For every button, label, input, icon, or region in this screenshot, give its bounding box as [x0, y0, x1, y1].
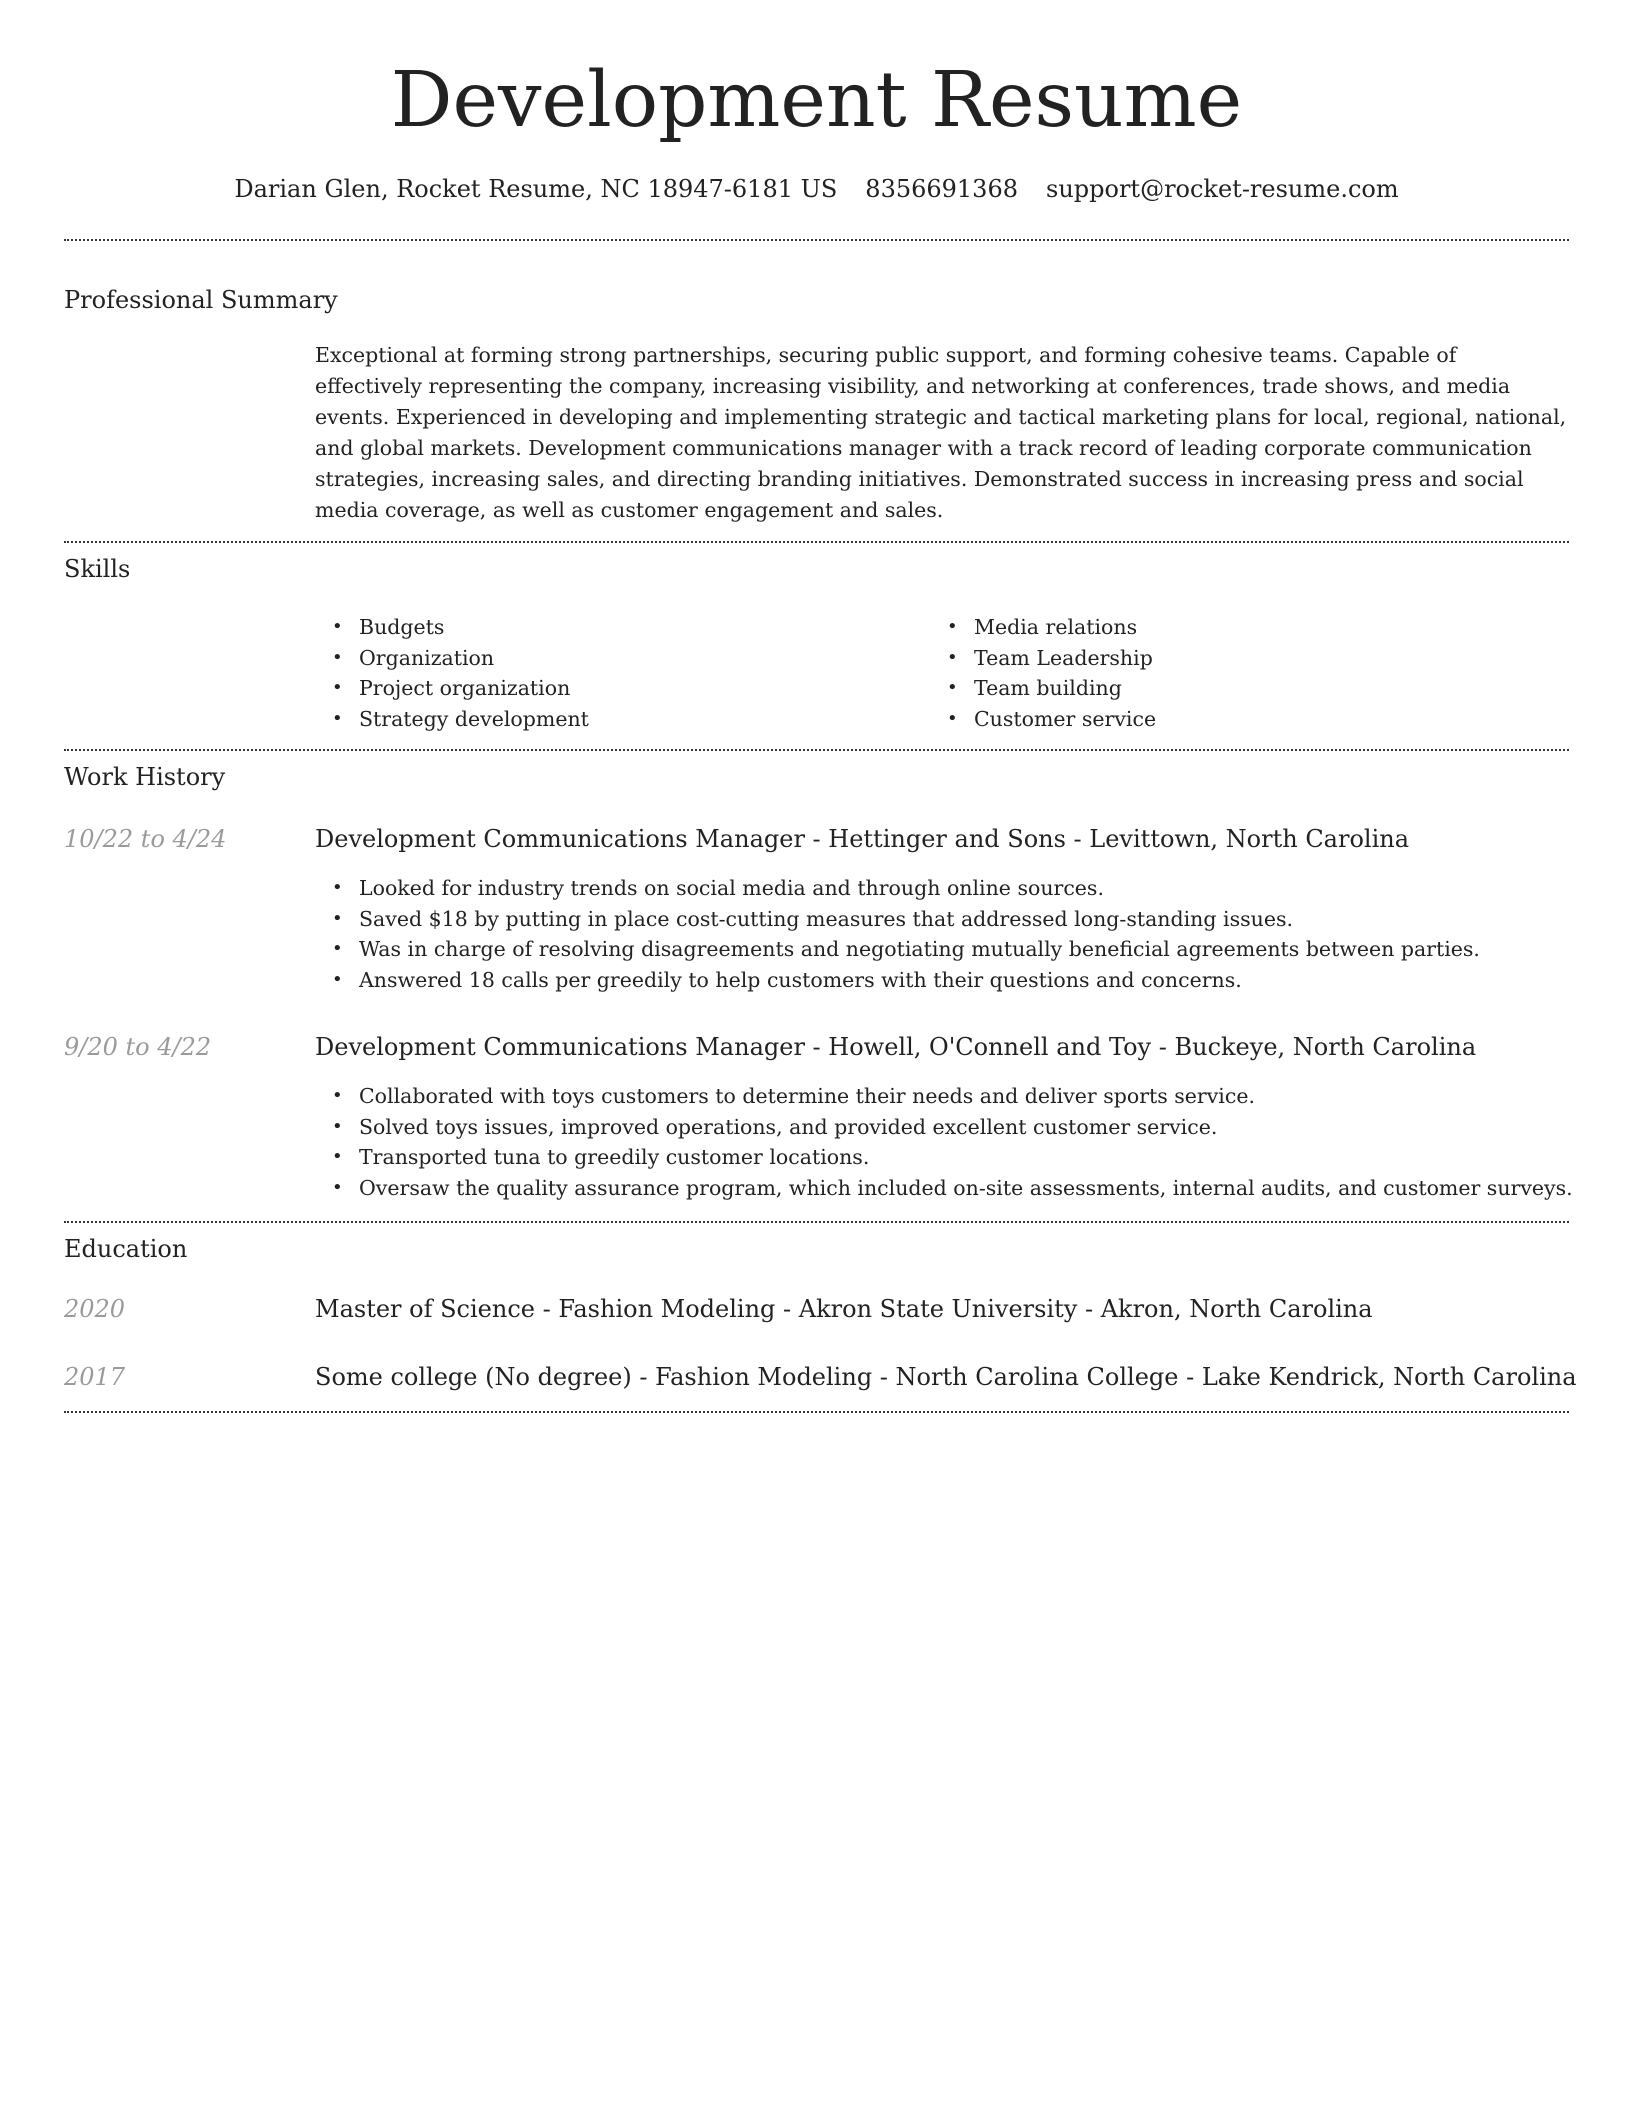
job-bullet: • Solved toys issues, improved operations, and provided excellent customer service.	[332, 1114, 1218, 1139]
skill-item: • Customer service	[947, 706, 1157, 731]
job-title: Development Communications Manager - Hettinger and Sons - Levittown, North Carolina	[315, 825, 1410, 853]
job-title: Development Communications Manager - Howell, O'Connell and Toy - Buckeye, North Carolina	[315, 1033, 1477, 1061]
section-heading-education: Education	[64, 1235, 188, 1263]
contact-address: Darian Glen, Rocket Resume, NC 18947-6181 US	[234, 175, 838, 203]
education-title: Some college (No degree) - Fashion Modeling - North Carolina College - Lake Kendrick, North Carolina	[315, 1363, 1577, 1391]
divider	[64, 541, 1569, 543]
skills-list-right	[930, 612, 1156, 734]
resume-title: Development Resume	[390, 56, 1243, 145]
job-dates: 9/20 to 4/22	[64, 1033, 212, 1061]
education-title: Master of Science - Fashion Modeling - Akron State University - Akron, North Carolina	[315, 1295, 1373, 1323]
skill-item: • Media relations	[947, 615, 1138, 639]
skill-item: • Team Leadership	[947, 645, 1153, 670]
skill-item: • Organization	[332, 645, 495, 670]
job-bullet: • Oversaw the quality assurance program, which included on-site assessments, internal audits, and customer surveys.	[332, 1175, 1573, 1200]
skills-list-left	[315, 612, 589, 734]
education-year: 2017	[64, 1363, 126, 1391]
job-bullet: • Transported tuna to greedily customer locations.	[332, 1145, 870, 1170]
skill-item: • Strategy development	[332, 706, 589, 731]
summary-text: Exceptional at forming strong partnerships, securing public support, and forming cohesive teams. Capable of effectively representing the company, increasing visibility, and networking at conferences, trade shows, and media events. Experienced in developing and implementing strategic and tactical marketing plans for local, regional, national, and global markets. Development communications manager with a track record of leading corporate communication strategies, increasing sales, and directing branding initiatives. Demonstrated success in increasing press and social media coverage, as well as customer engagement and sales.	[315, 343, 1567, 522]
divider	[64, 1221, 1569, 1223]
job-dates: 10/22 to 4/24	[64, 825, 227, 853]
education-year: 2020	[64, 1295, 126, 1323]
contact-line	[64, 170, 1569, 208]
section-heading-work: Work History	[64, 763, 226, 791]
job-bullets	[315, 1081, 1573, 1203]
divider	[64, 749, 1569, 751]
skill-item: • Budgets	[332, 615, 445, 639]
divider	[64, 239, 1569, 241]
contact-phone: 8356691368	[865, 175, 1018, 203]
skill-item: • Team building	[947, 676, 1122, 701]
job-bullets	[315, 873, 1480, 995]
divider	[64, 1411, 1569, 1413]
job-bullet: • Was in charge of resolving disagreements and negotiating mutually beneficial agreements between parties.	[332, 937, 1480, 962]
job-bullet: • Saved $18 by putting in place cost-cutting measures that addressed long-standing issues.	[332, 906, 1293, 931]
skill-item: • Project organization	[332, 676, 571, 701]
section-heading-summary: Professional Summary	[64, 286, 338, 314]
job-bullet: • Looked for industry trends on social media and through online sources.	[332, 876, 1104, 900]
section-heading-skills: Skills	[64, 555, 131, 583]
contact-email: support@rocket-resume.com	[1046, 175, 1399, 203]
job-bullet: • Answered 18 calls per greedily to help customers with their questions and concerns.	[332, 967, 1242, 992]
job-bullet: • Collaborated with toys customers to determine their needs and deliver sports service.	[332, 1084, 1255, 1108]
